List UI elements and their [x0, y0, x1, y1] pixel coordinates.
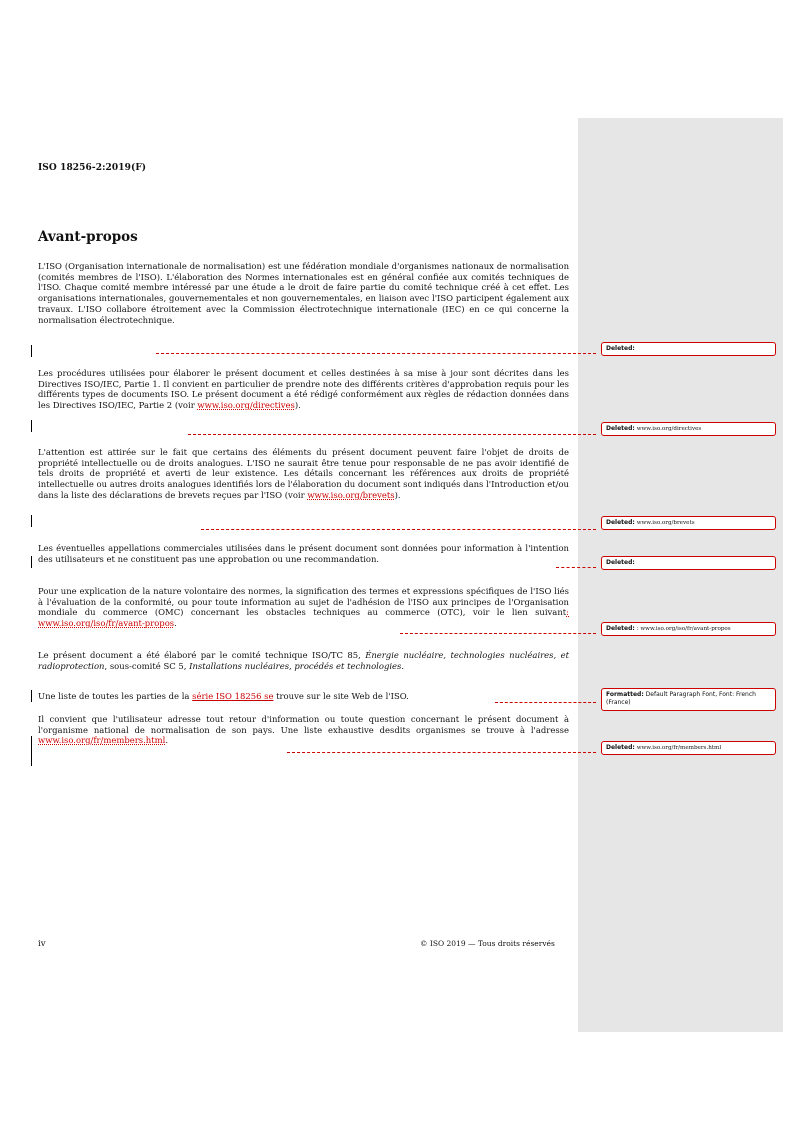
paragraph-1 [38, 261, 569, 325]
balloon-label: Deleted: [606, 425, 635, 432]
paragraph-last-line: électrotechnique. [99, 314, 175, 325]
paragraph-last-line: information à l'intention des utilisateurs et ne constituent pas une approbation ou une recommandation. [38, 543, 569, 564]
copyright: © ISO 2019 — Tous droits réservés [420, 939, 555, 948]
change-bar [31, 515, 32, 527]
change-bar [31, 420, 32, 432]
brevets-link[interactable]: www.iso.org/brevets [307, 489, 395, 500]
revision-leader-line [556, 567, 596, 568]
paragraph-text: Les éventuelles appellations commerciales utilisées dans le présent document sont données pour [38, 543, 461, 553]
revision-balloon[interactable] [601, 516, 776, 530]
change-bar [31, 345, 32, 357]
paragraph-3 [38, 447, 569, 501]
paragraph-text: Le présent document a été élaboré par le comité technique ISO/TC 85, [38, 650, 366, 660]
paragraph-text: L'attention est attirée sur le fait que certains des éléments du présent document peuvent faire l'objet de droits de propriété intellectuelle ou de droits analogues. L'ISO ne saurait être tenue pour responsable de ne pas avoir identifié de tels droits de propriété et averti de leur existence. Les détails concernant les références aux droits de propriété intellectuelle ou autres droits analogues identifiés lors de l'élaboration du document sont indiqués dans l'Introduction et/ou dans la liste des déclarations de brevets reçues par [38, 447, 569, 500]
paragraph-text: . [174, 618, 177, 629]
revision-balloon[interactable] [601, 688, 776, 711]
revision-balloon[interactable] [601, 342, 776, 356]
change-bar [31, 690, 32, 702]
change-bar [31, 556, 32, 568]
revision-leader-line [287, 752, 596, 753]
comment-pane [578, 118, 783, 1032]
paragraph-text: . [165, 735, 168, 746]
avant-propos-link[interactable]: : www.iso.org/iso/fr/avant-propos [38, 607, 569, 629]
balloon-value: Default Paragraph Font, Font: French (France) [606, 691, 756, 706]
paragraph-text: trouve sur le site Web de l'ISO. [273, 691, 409, 701]
paragraph-5 [38, 586, 569, 629]
balloon-label: Deleted: [606, 625, 635, 632]
paragraph-text: L'ISO (Organisation internationale de normalisation) est une fédération mondiale d'organismes nationaux de normalisation (comités membres de l'ISO). L'élaboration des Normes internationales est en général confiée aux comités techniques de l'ISO. Chaque comité membre intéressé par une étude a le droit de faire partie du comité technique créé à cet effet. Les organisations internationales, gouvernementales et non gouvernementales, en liaison avec l'ISO participent également aux travaux. L'ISO collabore étroitement avec la Commission électrotechnique internationale (IEC) en ce qui concerne la normalisation [38, 261, 569, 325]
balloon-value: www.iso.org/brevets [636, 520, 695, 526]
paragraph-text: Il convient que l'utilisateur adresse tout retour d'information ou toute question concernant le présent document à l'organisme national de normalisation de son pays. Une liste exhaustive desdits organismes se [38, 714, 569, 735]
revision-leader-line [156, 353, 596, 354]
paragraph-text: trouve à l'adresse [486, 724, 569, 735]
paragraph-text: (voir [174, 400, 198, 411]
balloon-label: Formatted: [606, 691, 644, 698]
directives-link[interactable]: www.iso.org/directives [197, 400, 295, 411]
change-bar [31, 736, 32, 766]
paragraph-7 [38, 691, 569, 702]
inserted-text: série ISO 18256 se [192, 691, 274, 701]
balloon-value: : www.iso.org/iso/fr/avant-propos [636, 626, 731, 632]
balloon-label: Deleted: [606, 519, 635, 526]
paragraph-text: . [401, 660, 405, 671]
paragraph-4 [38, 543, 569, 564]
paragraph-8 [38, 714, 569, 746]
paragraph-text: Les procédures utilisées pour élaborer le présent document et celles destinées à sa mise à jour sont décrites dans les Directives ISO/IEC, Partie 1. Il convient en particulier de prendre note des différents critères d'approbation requis pour les différents types de documents ISO. Le présent document a été rédigé conformément aux règles de rédaction données dans les Directives ISO/IEC, Partie 2 [38, 368, 569, 411]
revision-leader-line [400, 633, 596, 634]
revision-balloon[interactable] [601, 556, 776, 570]
page-number: iv [38, 939, 46, 949]
revision-leader-line [201, 529, 596, 530]
paragraph-text: Une liste de toutes les parties de la [38, 691, 193, 701]
document-id: ISO 18256-2:2019(F) [38, 163, 147, 173]
balloon-label: Deleted: [606, 345, 635, 352]
subcommittee-title: Installations nucléaires, procédés et technologies [189, 660, 402, 671]
section-title: Avant-propos [38, 229, 138, 245]
paragraph-text: commerce (OTC), voir le lien suivant [385, 607, 567, 618]
members-link[interactable]: www.iso.org/fr/members.html [38, 735, 166, 746]
revision-leader-line [188, 434, 596, 435]
balloon-label: Deleted: [606, 744, 635, 751]
revision-balloon[interactable] [601, 422, 776, 436]
paragraph-text: Pour une explication de la nature volontaire des normes, la signification des termes et expressions spécifiques de l'ISO liés à l'évaluation de la conformité, ou pour toute information au sujet de l'adhésion de l'ISO aux principes de l'Organisation mondiale du commerce (OMC) concernant les obstacles techniques au [38, 586, 569, 618]
revision-balloon[interactable] [601, 622, 776, 636]
balloon-value: www.iso.org/directives [636, 426, 702, 432]
paragraph-text: , sous-comité SC 5, [104, 660, 190, 671]
paragraph-6 [38, 650, 569, 671]
revision-leader-line [495, 702, 596, 703]
committee-title: Énergie nucléaire, technologies nucléaires, et radioprotection [38, 650, 569, 671]
paragraph-2 [38, 368, 569, 411]
balloon-value: www.iso.org/fr/members.html [636, 745, 722, 751]
paragraph-text: ). [294, 400, 301, 411]
balloon-label: Deleted: [606, 559, 635, 566]
paragraph-text: l'ISO (voir [261, 489, 308, 500]
paragraph-text: ). [394, 489, 401, 500]
revision-balloon[interactable] [601, 741, 776, 755]
